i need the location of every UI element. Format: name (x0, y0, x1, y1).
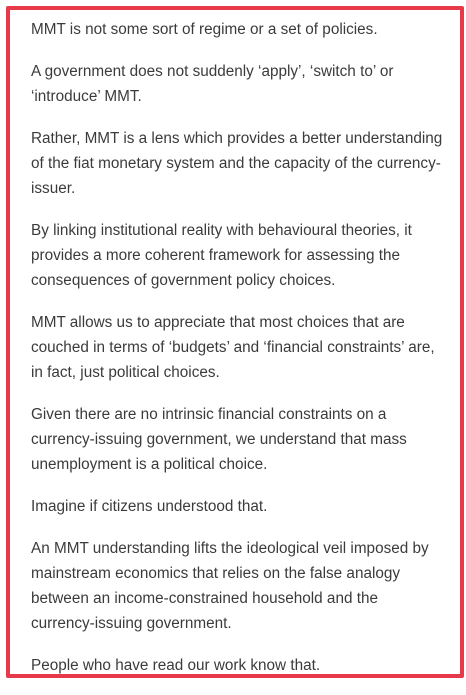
document-frame (6, 6, 464, 678)
document-body (31, 17, 459, 695)
paragraph-2: A government does not suddenly ‘apply’, ‘switch to’ or ‘introduce’ MMT. (31, 63, 394, 105)
paragraph-5: MMT allows us to appreciate that most choices that are couched in terms of ‘budgets’ and ‘financial constraints’ are, in fact, just political choices. (31, 314, 435, 381)
paragraph-7: Imagine if citizens understood that. (31, 498, 268, 515)
paragraph-4: By linking institutional reality with behavioural theories, it provides a more coherent framework for assessing the consequences of government policy choices. (31, 222, 412, 289)
paragraph-3: Rather, MMT is a lens which provides a better understanding of the fiat monetary system and the capacity of the currency- issuer. (31, 130, 443, 197)
paragraph-8: An MMT understanding lifts the ideological veil imposed by mainstream economics that relies on the false analogy between an income-constrained household and the currency-issuing government. (31, 540, 429, 632)
paragraph-9: People who have read our work know that. (31, 657, 321, 674)
paragraph-1: MMT is not some sort of regime or a set of policies. (31, 21, 378, 38)
paragraph-6: Given there are no intrinsic financial constraints on a currency-issuing government, we understand that mass unemployment is a political choice. (31, 406, 407, 473)
